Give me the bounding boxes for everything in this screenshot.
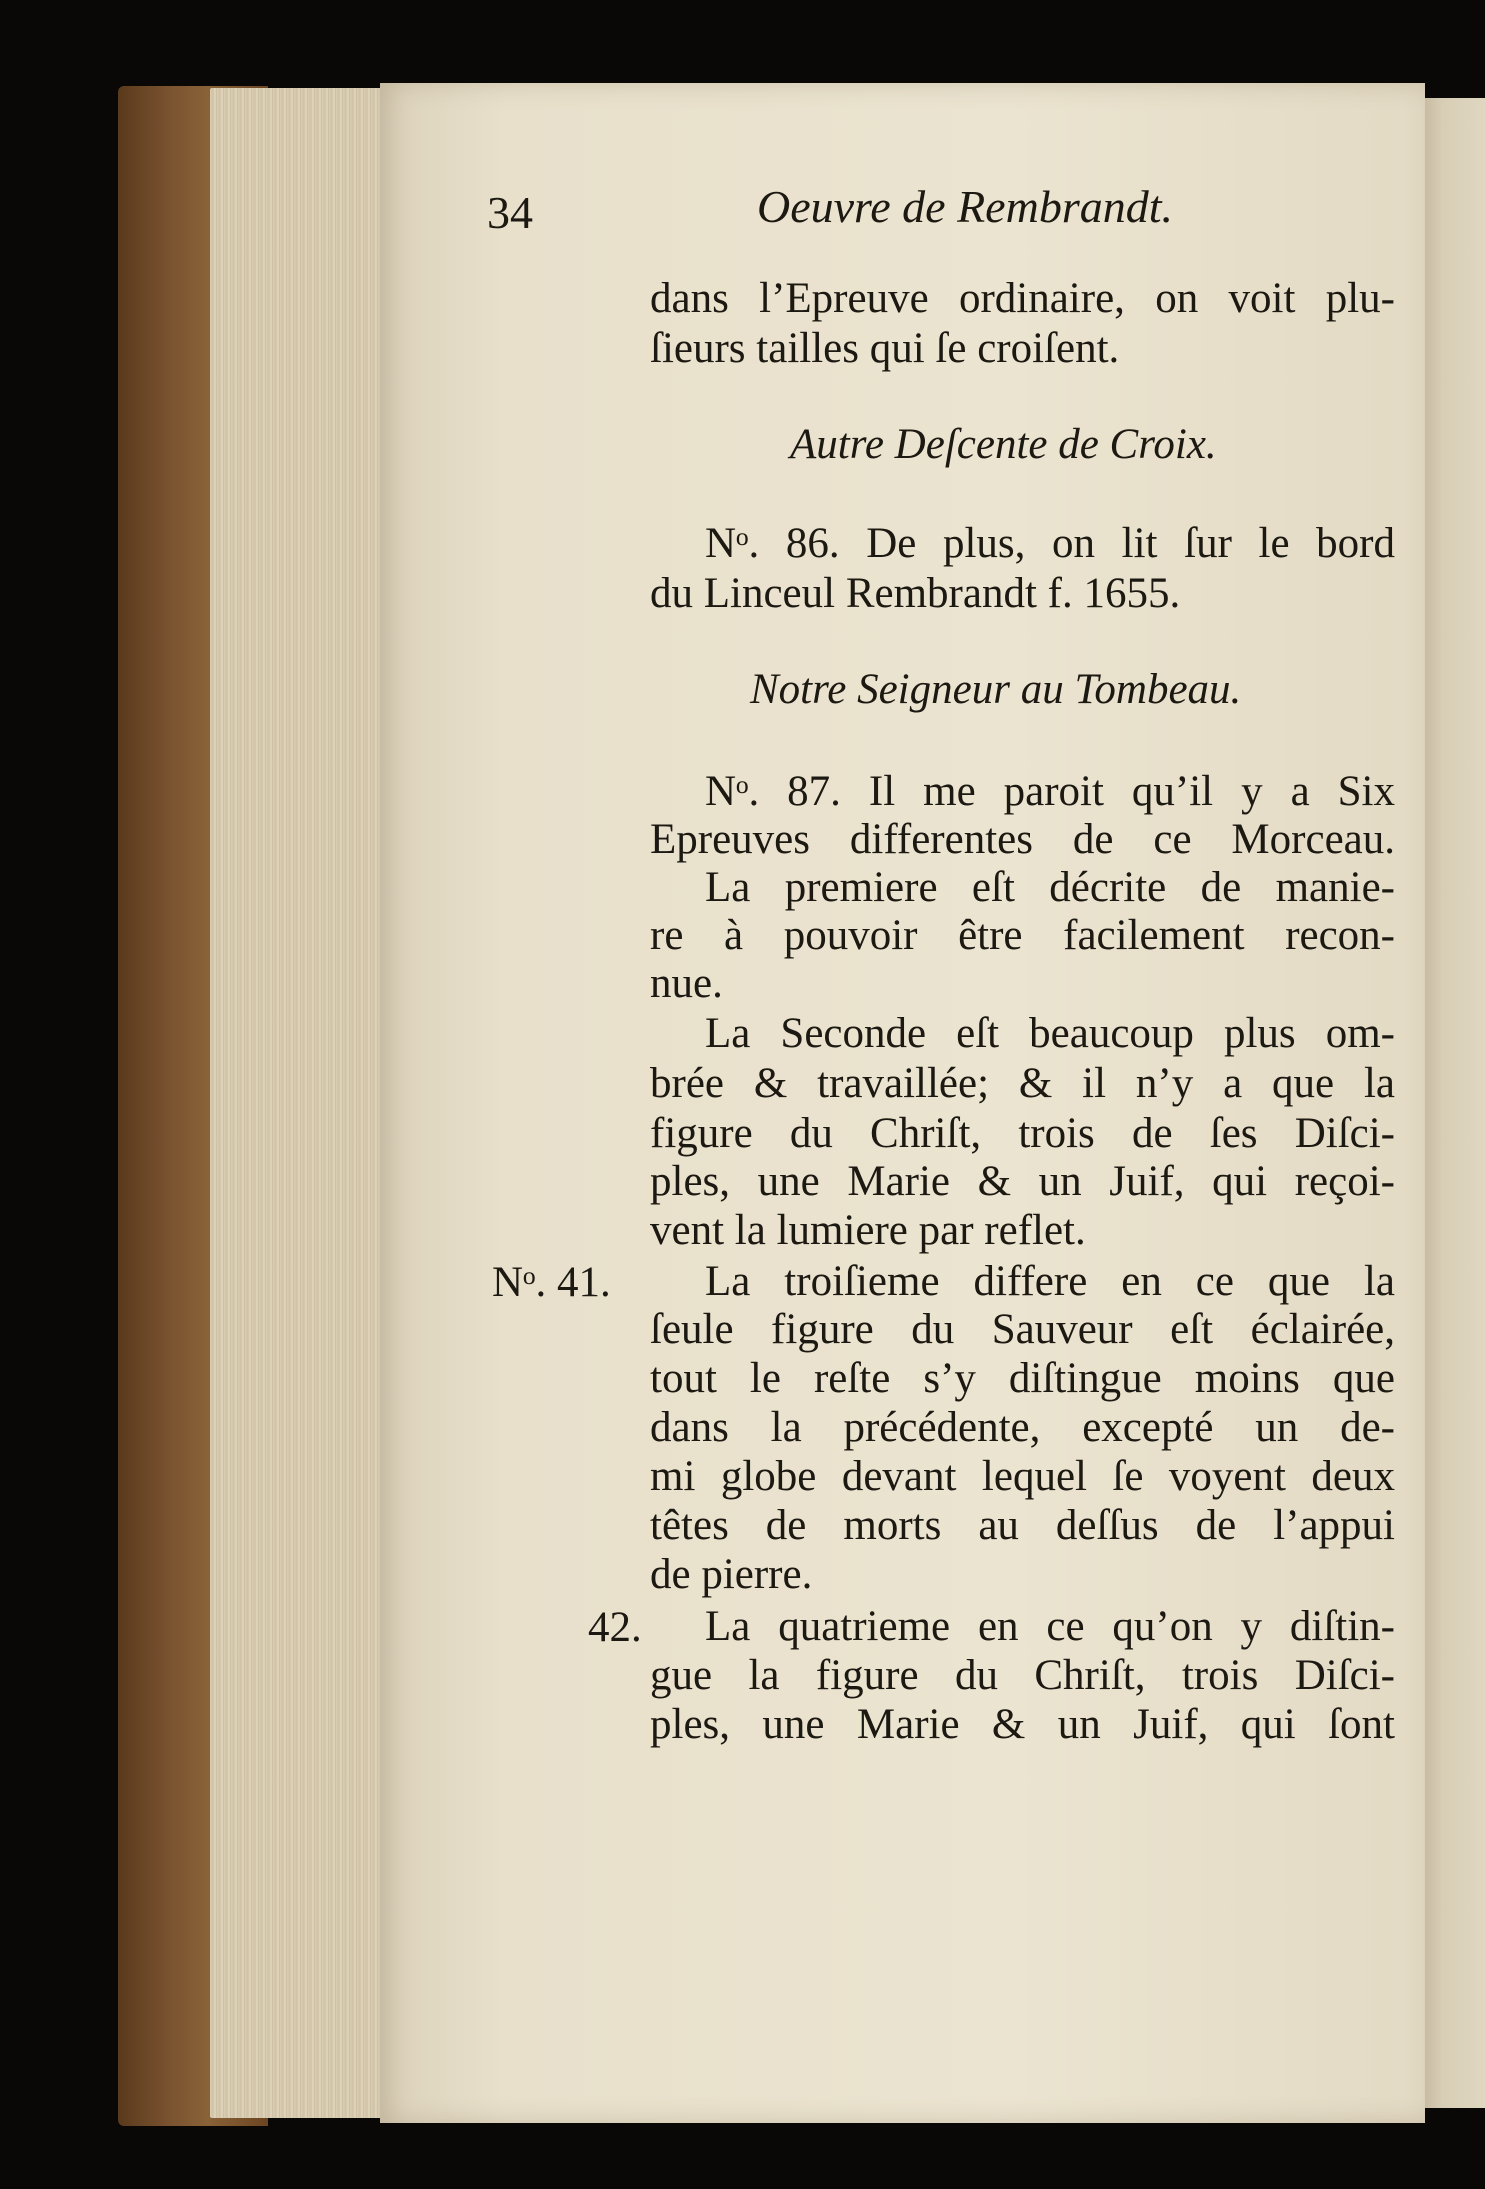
text-line: La troiſieme differe en ce que la: [705, 1258, 1395, 1305]
text-line: brée & travaillée; & il n’y a que la: [650, 1060, 1395, 1107]
page-header: [487, 180, 1387, 250]
text-line: nue.: [650, 960, 723, 1007]
page-number: 34: [487, 187, 533, 238]
facing-page-edge: [1415, 98, 1485, 2108]
text-line: La Seconde eſt beaucoup plus om-: [705, 1010, 1395, 1057]
text-line: ſieurs tailles qui ſe croiſent.: [650, 325, 1120, 372]
text-line: La quatrieme en ce qu’on y diſtin-: [705, 1603, 1395, 1650]
text-line: têtes de morts au deſſus de l’appui: [650, 1502, 1395, 1549]
section-heading: Notre Seigneur au Tombeau.: [750, 666, 1242, 713]
running-title: Oeuvre de Rembrandt.: [757, 181, 1173, 232]
margin-number: Nᵒ. 41.: [492, 1259, 611, 1306]
text-line: re à pouvoir être facilement recon-: [650, 912, 1395, 959]
text-line: ples, une Marie & un Juif, qui ſont: [650, 1701, 1395, 1748]
text-line: vent la lumiere par reflet.: [650, 1207, 1086, 1254]
text-line: Epreuves differentes de ce Morceau.: [650, 816, 1395, 863]
text-line: tout le reſte s’y diſtingue moins que: [650, 1355, 1395, 1402]
margin-number: 42.: [588, 1604, 642, 1651]
text-line: ſeule figure du Sauveur eſt éclairée,: [650, 1306, 1395, 1353]
text-line: Nᵒ. 87. Il me paroit qu’il y a Six: [705, 768, 1395, 815]
section-heading: Autre Deſcente de Croix.: [790, 421, 1217, 468]
text-line: gue la figure du Chriſt, trois Diſci-: [650, 1652, 1395, 1699]
text-line: La premiere eſt décrite de manie-: [705, 864, 1395, 911]
text-line: ples, une Marie & un Juif, qui reçoi-: [650, 1158, 1395, 1205]
text-line: Nᵒ. 86. De plus, on lit ſur le bord: [705, 520, 1395, 567]
text-line: figure du Chriſt, trois de ſes Diſci-: [650, 1110, 1395, 1157]
text-line: mi globe devant lequel ſe voyent deux: [650, 1453, 1395, 1500]
text-line: du Linceul Rembrandt f. 1655.: [650, 570, 1181, 617]
text-line: dans l’Epreuve ordinaire, on voit plu-: [650, 275, 1395, 322]
text-line: de pierre.: [650, 1551, 813, 1598]
text-line: dans la précédente, excepté un de-: [650, 1404, 1395, 1451]
